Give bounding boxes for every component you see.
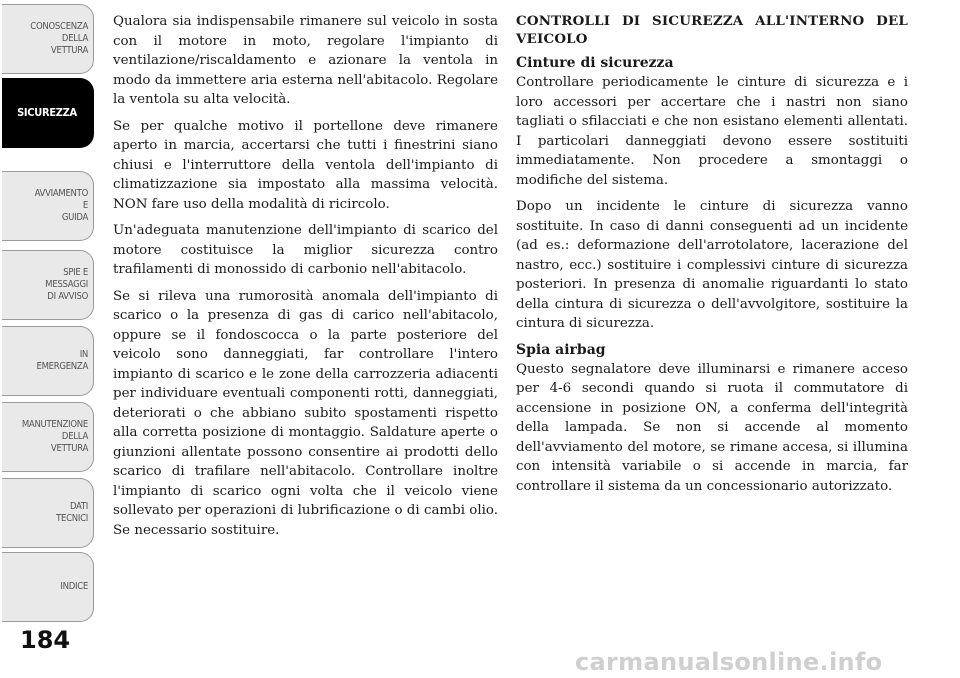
tab-in-emergenza[interactable] xyxy=(2,326,94,396)
tab-label: IN EMERGENZA xyxy=(36,349,88,372)
chapter-tabs xyxy=(0,0,100,660)
subsection-title-seat-belts: Cinture di sicurezza xyxy=(516,55,674,71)
tab-indice[interactable] xyxy=(2,552,94,622)
paragraph: Un'adeguata manutenzione dell'impianto di scarico del motore costituisce la miglior sicurezza contro trafilamenti di monossido di carbonio nell'abitacolo. xyxy=(113,223,498,277)
right-column xyxy=(516,12,908,503)
tab-label: SICUREZZA xyxy=(17,106,77,119)
tab-spie-e-messaggi[interactable] xyxy=(2,250,94,320)
tab-sicurezza[interactable] xyxy=(2,78,94,148)
paragraph: Controllare periodicamente le cinture di sicurezza e i loro accessori per accertare che i nastri non siano tagliati o sfilacciati e che non esistano elementi allentati. I particolari danneggiati devono essere sostituiti immediatamente. Non procedere a smontaggi o modifiche del sistema. xyxy=(516,75,908,188)
paragraph: Se per qualche motivo il portellone deve rimanere aperto in marcia, accertarsi che tutti i finestrini siano chiusi e l'interruttore della ventola dell'impianto di climatizzazione sia impostato alla massima velocità. NON fare uso della modalità di ricircolo. xyxy=(113,118,498,212)
paragraph: Se si rileva una rumorosità anomala dell'impianto di scarico o la presenza di gas di carico nell'abitacolo, oppure se il fondoscocca o la parte posteriore del veicolo sono danneggiati, far controllare l'intero impianto di scarico e le zone della carrozzeria adiacenti per individuare eventuali componenti rotti, danneggiati, deteriorati o che abbiano subito spostamenti rispetto alla corretta posizione di montaggio. Saldature aperte o giunzioni allentate possono consentire ai prodotti dello scarico di trafilare nell'abitacolo. Controllare inoltre l'impianto di scarico ogni volta che il veicolo viene sollevato per operazioni di lubrificazione o di cambi olio. Se necessario sostituire. xyxy=(113,288,498,538)
paragraph: Qualora sia indispensabile rimanere sul veicolo in sosta con il motore in moto, regolare l'impianto di ventilazione/riscaldamento e azionare la ventola in modo da immettere aria esterna nell'abitacolo. Regolare la ventola su alta velocità. xyxy=(113,14,498,107)
tab-label: INDICE xyxy=(60,581,88,592)
tab-label: DATI TECNICI xyxy=(56,501,88,524)
page-number: 184 xyxy=(20,626,71,654)
watermark: carmanualsonline.info xyxy=(575,648,883,676)
subsection-title-airbag-light: Spia airbag xyxy=(516,341,606,358)
tab-label: MANUTENZIONE DELLA VETTURA xyxy=(21,419,88,454)
tab-avviamento-e-guida[interactable] xyxy=(2,171,94,241)
tab-label: CONOSCENZA DELLA VETTURA xyxy=(30,21,88,56)
paragraph: Questo segnalatore deve illuminarsi e rimanere acceso per 4-6 secondi quando si ruota il commutatore di accensione in posizione ON, a conferma dell'integrità della lampada. Se non si accende al momento dell'avviamento del motore, se rimane accesa, si illumina con intensità variabile o si accende in marcia, far controllare il sistema da un concessionario autorizzato. xyxy=(516,361,908,494)
section-title: CONTROLLI DI SICUREZZA ALL'INTERNO DEL VEICOLO xyxy=(516,13,908,47)
tab-conoscenza-della-vettura[interactable] xyxy=(2,4,94,74)
tab-manutenzione-della-vettura[interactable] xyxy=(2,402,94,472)
tab-dati-tecnici[interactable] xyxy=(2,478,94,548)
tab-label: SPIE E MESSAGGI DI AVVISO xyxy=(45,267,88,302)
paragraph: Dopo un incidente le cinture di sicurezza vanno sostituite. In caso di danni conseguenti ad un incidente (ad es.: deformazione dell'arrotolatore, lacerazione del nastro, ecc.) sostituire i complessivi cinture di sicurezza posteriori. In presenza di anomalie riguardanti lo stato della cintura di sicurezza o dell'avvolgitore, sostituire la cintura di sicurezza. xyxy=(516,199,908,331)
tab-label: AVVIAMENTO E GUIDA xyxy=(34,188,88,223)
left-column xyxy=(113,12,498,547)
